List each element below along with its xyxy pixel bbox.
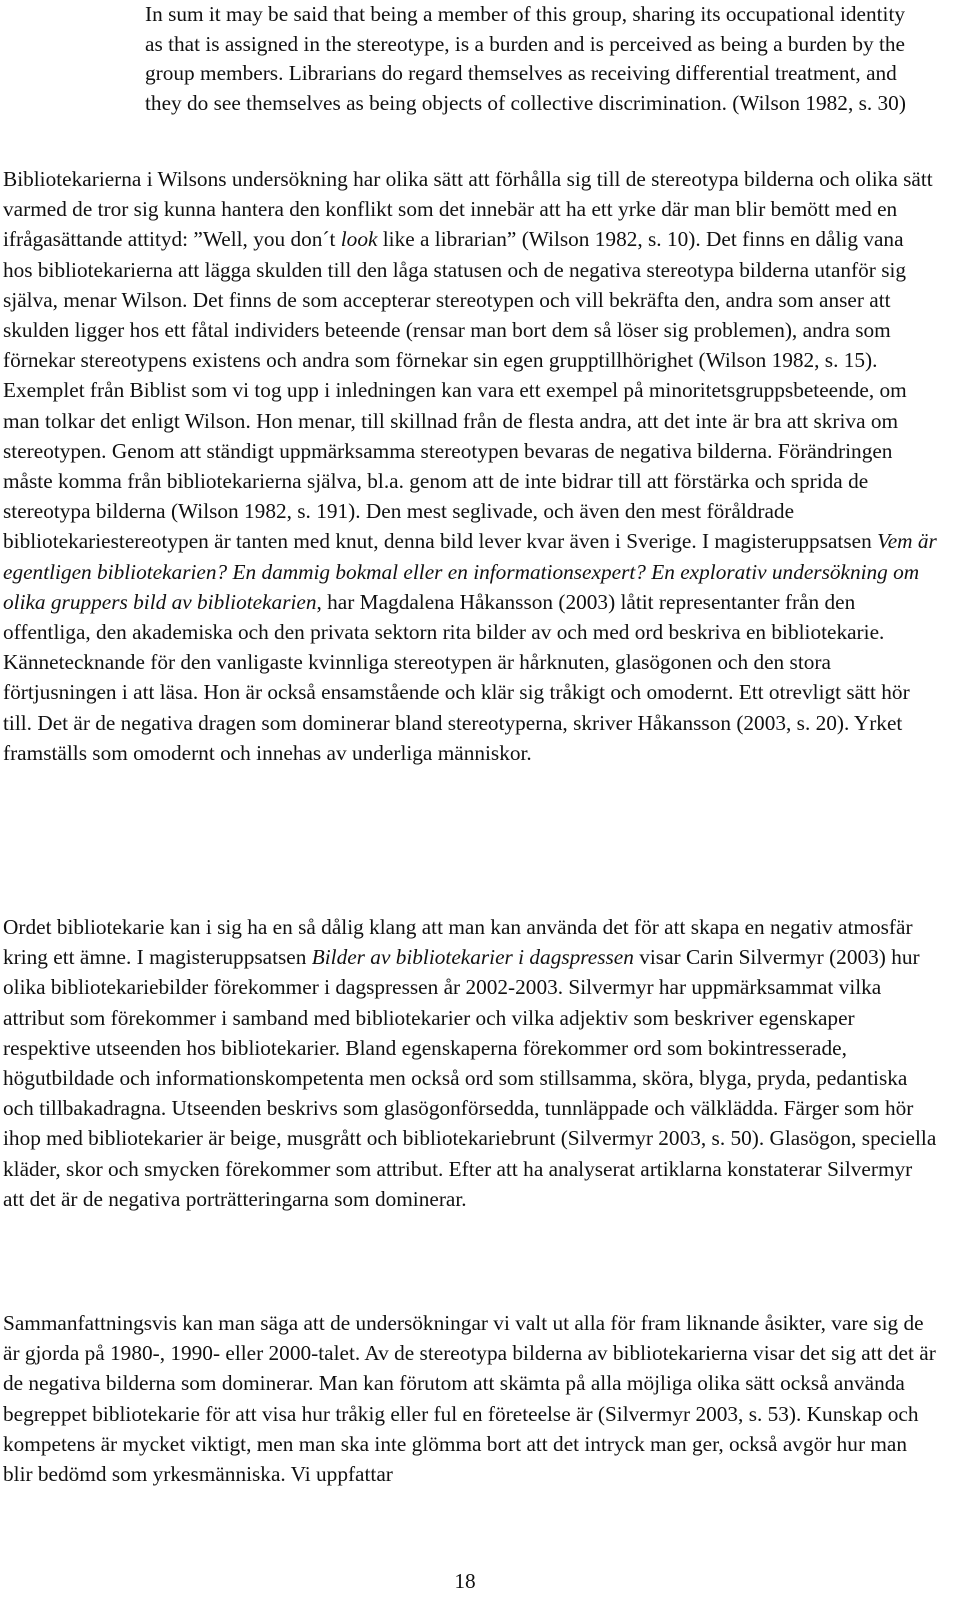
block-quote: In sum it may be said that being a member of this group, sharing its occupational identity as that is assigned in the stereotype, is a burden and is perceived as being a burden by the group members. Librarians do regard themselves as receiving differential treatment, and they do see themselves as being objects of collective discrimination. (Wilson 1982, s. 30) — [145, 2, 906, 115]
paragraph-text: Bibliotekarierna i Wilsons undersökning har olika sätt att förhålla sig till de stereotypa bilderna och olika sätt varmed de tror sig kunna hantera den konflikt som det innebär att ha ett yrke där man blir bemött med en ifrågasättande attityd: ”Well, you don´t — [3, 167, 933, 252]
thesis-title: Bilder av bibliotekarier i dagspressen — [311, 945, 634, 970]
italic-text: look — [340, 227, 378, 252]
paragraph-text: like a librarian” (Wilson 1982, s. 10). Det finns en dålig vana hos bibliotekarierna att lägga skulden till den låga statusen och de negativa stereotypa bilderna utanför sig själva, menar Wilson. Det finns de som accepterar stereotypen och vill bekräfta den, andra som anser att skulden ligger hos ett fåtal individers beteende (rensar man bort dem så löser sig problemen), andra som förnekar stereotypens existens och andra som förnekar sin egen grupptillhörighet (Wilson 1982, s. 15). Exemplet från Biblist som vi tog upp i inledningen kan vara ett exempel på minoritetsgruppsbeteende, om man tolkar det enligt Wilson. Hon menar, till skillnad från de flesta andra, att det inte är bra att skriva om stereotypen. Genom att ständigt uppmärksamma stereotypen bevaras de negativa bilderna. Förändringen måste komma från bibliotekarierna själva, bl.a. genom att de inte bidrar till att förstärka och sprida de stereotypa bilderna (Wilson 1982, s. 191). Den mest seglivade, och även den mest föråldrade bibliotekariestereotypen är tanten med knut, denna bild lever kvar även i Sverige. I magisteruppsatsen — [3, 227, 907, 554]
page-number: 18 — [454, 1569, 476, 1593]
paragraph-wilson-study — [3, 164, 938, 768]
paragraph-text: Ordet bibliotekarie kan i sig ha en så dålig klang att man kan använda det för att skapa en negativ atmosfär kring ett ämne. I magisteruppsatsen — [3, 915, 913, 970]
paragraph-text: , har Magdalena Håkansson (2003) låtit representanter från den offentliga, den akademiska och den privata sektorn rita bilder av och med ord beskriva en bibliotekarie. Kännetecknande för den vanligaste kvinnliga stereotypen är hårknuten, glasögonen och den stora förtjusningen i att läsa. Hon är också ensamstående och klär sig tråkigt och omodernt. Ett otrevligt sätt hör till. Det är de negativa dragen som dominerar bland stereotyperna, skriver Håkansson (2003, s. 20). Yrket framställs som omodernt och innehas av underliga människor. — [3, 589, 910, 765]
paragraph-text: visar Carin Silvermyr (2003) hur olika bibliotekariebilder förekommer i dagspressen år 2002-2003. Silvermyr har uppmärksammat vilka attribut som förekommer i samband med bibliotekarier och vilka adjektiv som beskriver egenskaper respektive utseenden hos bibliotekarier. Bland egenskaperna förekommer ord som bokintresserade, högutbildade och informationskompetenta men också ord som stillsamma, sköra, blyga, pryda, pedantiska och tillbakadragna. Utseenden beskrivs som glasögonförsedda, tunnläppade och välklädda. Färger som hör ihop med bibliotekarier är beige, musgrått och bibliotekariebrunt (Silvermyr 2003, s. 50). Glasögon, speciella kläder, skor och smycken förekommer som attribut. Efter att ha analyserat artiklarna konstaterar Silvermyr att det är de negativa porträtteringarna som dominerar. — [3, 945, 937, 1211]
thesis-title: Vem är egentligen bibliotekarien? En dammig bokmal eller en informationsexpert? En explorativ undersökning om olika gruppers bild av bibliotekarien — [3, 529, 937, 614]
paragraph-silvermyr — [3, 912, 938, 1214]
paragraph-summary: Sammanfattningsvis kan man säga att de undersökningar vi valt ut alla för fram liknande åsikter, vare sig de är gjorda på 1980-, 1990- eller 2000-talet. Av de stereotypa bilderna av bibliotekarierna visar det sig att det är de negativa bilderna som dominerar. Man kan förutom att skämta på alla möjliga olika sätt också använda begreppet bibliotekarie för att visa hur tråkig eller ful en företeelse är (Silvermyr 2003, s. 53). Kunskap och kompetens är mycket viktigt, men man ska inte glömma bort att det intryck man ger, också avgör hur man blir bedömd som yrkesmänniska. Vi uppfattar — [3, 1311, 936, 1487]
